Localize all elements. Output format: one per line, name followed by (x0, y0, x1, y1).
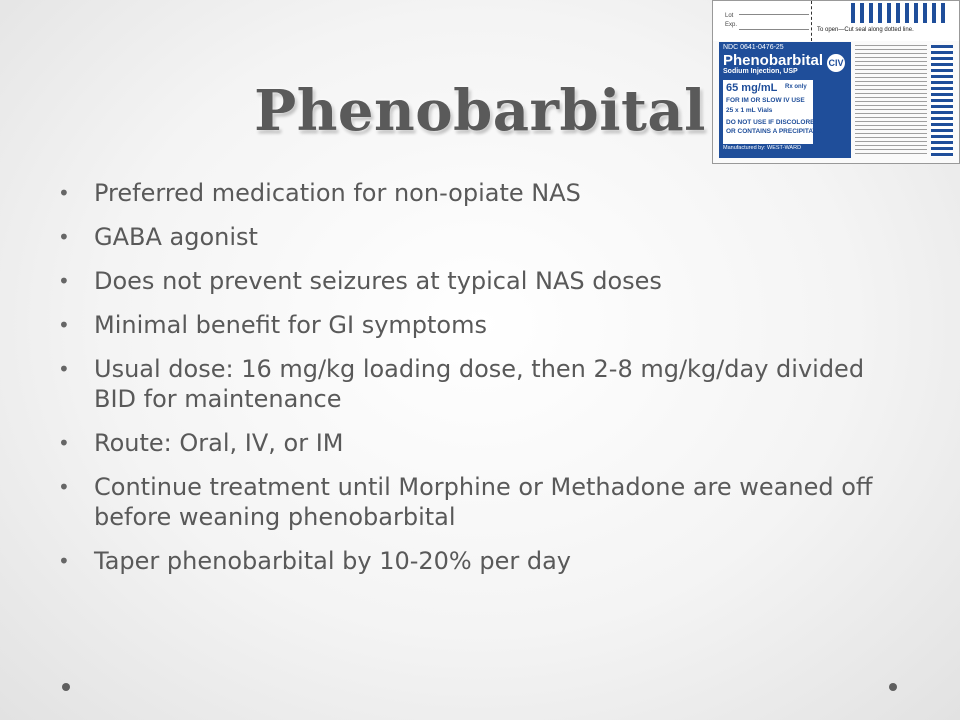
bullet-item (58, 310, 878, 340)
bullet-text: Preferred medication for non-opiate NAS (94, 179, 581, 207)
bullet-item (58, 546, 878, 576)
decorative-dot-left (62, 683, 70, 691)
drug-label-image (712, 0, 960, 164)
label-dose-box (722, 79, 821, 145)
decorative-dot-right (889, 683, 897, 691)
bullet-item (58, 222, 878, 252)
bullet-item (58, 266, 878, 296)
bullet-item (58, 178, 878, 208)
bullet-item (58, 354, 878, 414)
label-strength: 65 mg/mL (726, 82, 778, 94)
bullet-dot: • (58, 475, 70, 499)
label-vials: 25 x 1 mL Vials (726, 107, 773, 114)
label-lot-exp (725, 12, 737, 30)
label-lot-lines (739, 14, 809, 30)
bullet-text: Does not prevent seizures at typical NAS doses (94, 267, 662, 295)
bullet-dot: • (58, 357, 70, 381)
label-manufacturer: Manufactured by: WEST-WARD (723, 145, 802, 151)
bullet-dot: • (58, 181, 70, 205)
label-rx-only: Rx only (785, 84, 807, 90)
bullet-item (58, 472, 878, 532)
bullet-dot: • (58, 313, 70, 337)
label-exp: Exp. (725, 22, 738, 28)
bullet-dot: • (58, 549, 70, 573)
label-route: FOR IM OR SLOW IV USE (726, 97, 805, 104)
bullet-list (58, 178, 878, 590)
bullet-dot: • (58, 269, 70, 293)
label-open-instructions: To open—Cut seal along dotted line. (817, 27, 914, 33)
label-panel (719, 42, 851, 158)
label-ndc: NDC 0641-0476-25 (723, 44, 784, 51)
label-vertical-barcode (931, 45, 953, 157)
bullet-text: GABA agonist (94, 223, 258, 251)
label-subtitle: Sodium Injection, USP (723, 68, 798, 75)
label-warning-2: OR CONTAINS A PRECIPITATE (726, 128, 821, 135)
bullet-text: Continue treatment until Morphine or Methadone are weaned off before weaning phenobarbital (94, 473, 873, 531)
bullet-dot: • (58, 431, 70, 455)
label-warning-1: DO NOT USE IF DISCOLORED (726, 119, 820, 126)
bullet-dot: • (58, 225, 70, 249)
slide-title: Phenobarbital (254, 78, 706, 144)
label-tear-strip (713, 1, 959, 41)
bullet-text: Minimal benefit for GI symptoms (94, 311, 487, 339)
schedule-badge: CIV (827, 54, 845, 72)
label-drug-name: Phenobarbital (723, 52, 824, 69)
bullet-item (58, 428, 878, 458)
label-lot: Lot (725, 13, 734, 19)
label-cut-line (811, 1, 812, 41)
bullet-text: Taper phenobarbital by 10-20% per day (94, 547, 571, 575)
label-fine-print (855, 45, 927, 157)
bullet-text: Usual dose: 16 mg/kg loading dose, then 2-8 mg/kg/day divided BID for maintenance (94, 355, 865, 413)
label-barcode (851, 3, 947, 23)
bullet-text: Route: Oral, IV, or IM (94, 429, 344, 457)
